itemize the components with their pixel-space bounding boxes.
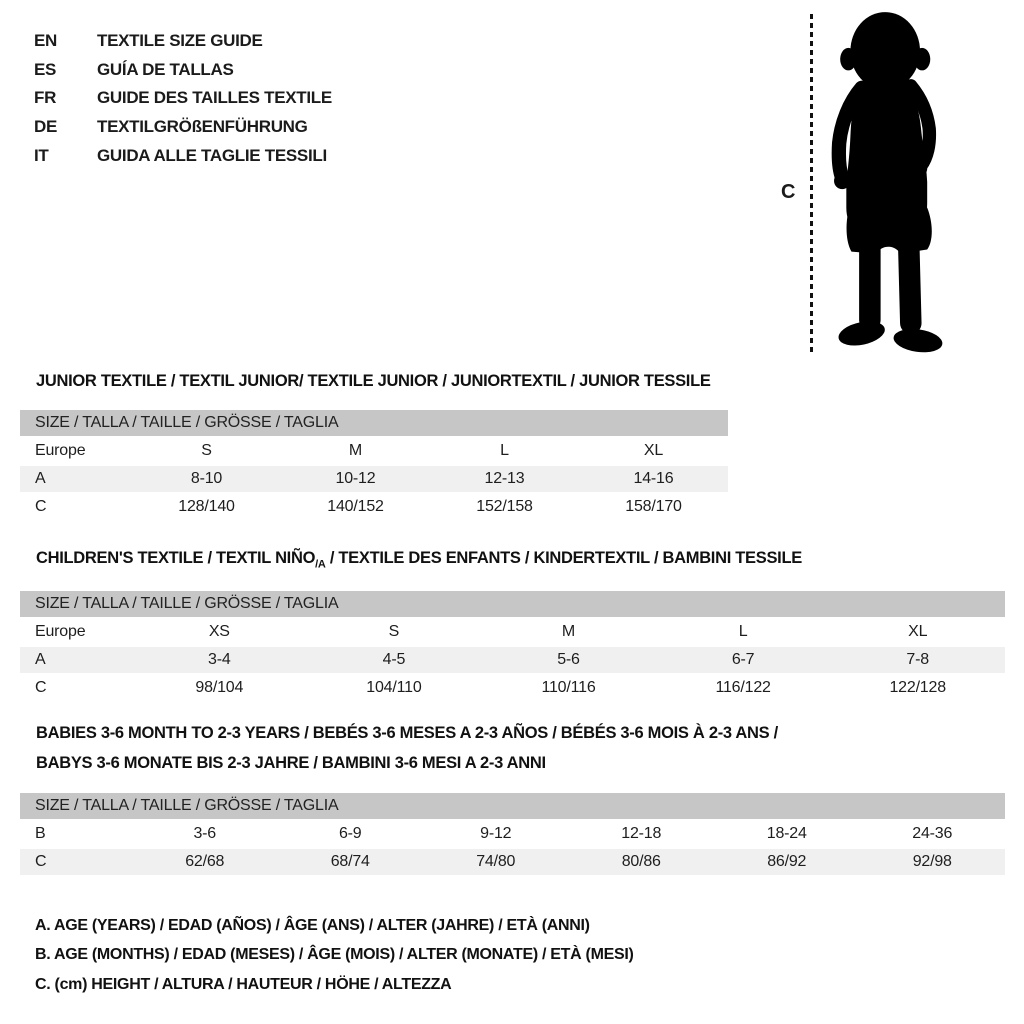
legend-line-a: A. AGE (YEARS) / EDAD (AÑOS) / ÂGE (ANS) / ALTER (JAHRE) / ETÀ (ANNI) — [35, 916, 590, 934]
table-cell: 116/122 — [715, 679, 771, 696]
height-measure-label: C — [781, 181, 796, 203]
language-row — [34, 56, 332, 85]
table-cell: 5-6 — [557, 651, 580, 668]
table-cell: M — [348, 442, 363, 459]
silhouette-right-leg — [909, 245, 911, 323]
table-cell: 68/74 — [330, 853, 370, 870]
language-code: IT — [34, 145, 49, 165]
row-label: C — [35, 679, 47, 696]
table-cell: S — [388, 623, 400, 640]
language-title: TEXTILE SIZE GUIDE — [97, 31, 263, 51]
silhouette-right-foot — [892, 326, 944, 355]
section-title-line1: BABIES 3-6 MONTH TO 2-3 YEARS / BEBÉS 3-6 MESES A 2-3 AÑOS / BÉBÉS 3-6 MOIS À 2-3 ANS / — [36, 724, 778, 742]
table-cell: 12-18 — [621, 825, 662, 842]
table-cell: 98/104 — [195, 679, 244, 696]
table-cell: 104/110 — [366, 679, 422, 696]
language-code: ES — [34, 59, 57, 79]
table-cell: 110/116 — [541, 679, 596, 696]
table-cell: 9-12 — [480, 825, 512, 842]
table-cell: 122/128 — [889, 679, 946, 696]
table-cell: 80/86 — [621, 853, 661, 870]
section-title-text: JUNIOR TEXTILE / TEXTIL JUNIOR/ TEXTILE JUNIOR / JUNIORTEXTIL / JUNIOR TESSILE — [36, 372, 711, 390]
measurement-legend — [35, 911, 634, 1000]
language-title: GUÍA DE TALLAS — [97, 59, 234, 79]
table-cell: XL — [643, 442, 664, 459]
table-row-europe — [20, 438, 728, 464]
children-size-table — [20, 591, 1005, 703]
row-label: A — [35, 651, 46, 668]
table-header-size: SIZE / TALLA / TAILLE / GRÖSSE / TAGLIA — [20, 793, 1005, 819]
table-cell: 7-8 — [906, 651, 929, 668]
table-cell: XS — [208, 623, 230, 640]
row-label: Europe — [35, 623, 86, 640]
section-title-text: / TEXTILE DES ENFANTS / KINDERTEXTIL / BAMBINI TESSILE — [325, 549, 802, 567]
babies-size-table — [20, 793, 1005, 877]
table-row-age-months — [20, 821, 1005, 847]
table-cell: S — [201, 442, 212, 459]
legend-line-c: C. (cm) HEIGHT / ALTURA / HAUTEUR / HÖHE / ALTEZZA — [35, 975, 452, 993]
language-list — [34, 27, 332, 170]
table-cell: 152/158 — [476, 498, 533, 515]
row-label: B — [35, 825, 46, 842]
language-code: DE — [34, 117, 58, 137]
table-row-age — [20, 466, 728, 492]
table-cell: 140/152 — [327, 498, 384, 515]
language-row — [34, 141, 332, 170]
table-cell: 8-10 — [190, 470, 223, 487]
junior-size-table — [20, 410, 728, 522]
language-title: GUIDA ALLE TAGLIE TESSILI — [97, 145, 327, 165]
table-cell: 92/98 — [912, 853, 952, 870]
language-title: GUIDE DES TAILLES TEXTILE — [97, 88, 332, 108]
row-label: C — [35, 498, 47, 515]
table-cell: 3-4 — [208, 651, 231, 668]
table-row-europe — [20, 619, 1005, 645]
table-row-height — [20, 494, 728, 520]
row-label: A — [35, 470, 46, 487]
language-title: TEXTILGRÖßENFÜHRUNG — [97, 117, 308, 137]
section-title-babies — [36, 718, 778, 778]
language-code: FR — [34, 88, 57, 108]
table-header-size: SIZE / TALLA / TAILLE / GRÖSSE / TAGLIA — [20, 591, 1005, 617]
height-measure-dotted-line — [810, 14, 813, 355]
language-row — [34, 84, 332, 113]
table-cell: 62/68 — [185, 853, 225, 870]
table-cell: 24-36 — [912, 825, 953, 842]
language-row — [34, 113, 332, 142]
table-cell: 128/140 — [178, 498, 235, 515]
table-cell: 18-24 — [766, 825, 807, 842]
section-title-junior — [36, 371, 711, 391]
table-cell: 14-16 — [633, 470, 674, 487]
table-cell: 3-6 — [193, 825, 217, 842]
section-title-children — [36, 548, 802, 574]
table-cell: 4-5 — [382, 651, 406, 668]
table-row-height — [20, 675, 1005, 701]
table-cell: 10-12 — [335, 470, 376, 487]
legend-line-b: B. AGE (MONTHS) / EDAD (MESES) / ÂGE (MOIS) / ALTER (MONATE) / ETÀ (MESI) — [35, 946, 634, 964]
section-title-line2: BABYS 3-6 MONATE BIS 2-3 JAHRE / BAMBINI 3-6 MESI A 2-3 ANNI — [36, 754, 546, 772]
table-row-height — [20, 849, 1005, 875]
table-cell: 6-9 — [338, 825, 362, 842]
section-title-subscript: /A — [315, 558, 326, 571]
language-row — [34, 27, 332, 56]
table-cell: 74/80 — [476, 853, 516, 870]
table-cell: 12-13 — [484, 470, 525, 487]
language-code: EN — [34, 31, 58, 51]
table-cell: 158/170 — [625, 498, 682, 515]
table-cell: 86/92 — [767, 853, 807, 870]
section-title-text: CHILDREN'S TEXTILE / TEXTIL NIÑO — [36, 549, 316, 567]
table-cell: 6-7 — [731, 651, 755, 668]
toddler-silhouette — [820, 8, 975, 356]
table-row-age — [20, 647, 1005, 673]
table-cell: XL — [908, 623, 928, 640]
row-label: C — [35, 853, 47, 870]
table-cell: L — [738, 623, 748, 640]
row-label: Europe — [35, 442, 86, 459]
table-header-size: SIZE / TALLA / TAILLE / GRÖSSE / TAGLIA — [20, 410, 728, 436]
table-cell: L — [500, 442, 509, 459]
table-cell: M — [561, 623, 576, 640]
